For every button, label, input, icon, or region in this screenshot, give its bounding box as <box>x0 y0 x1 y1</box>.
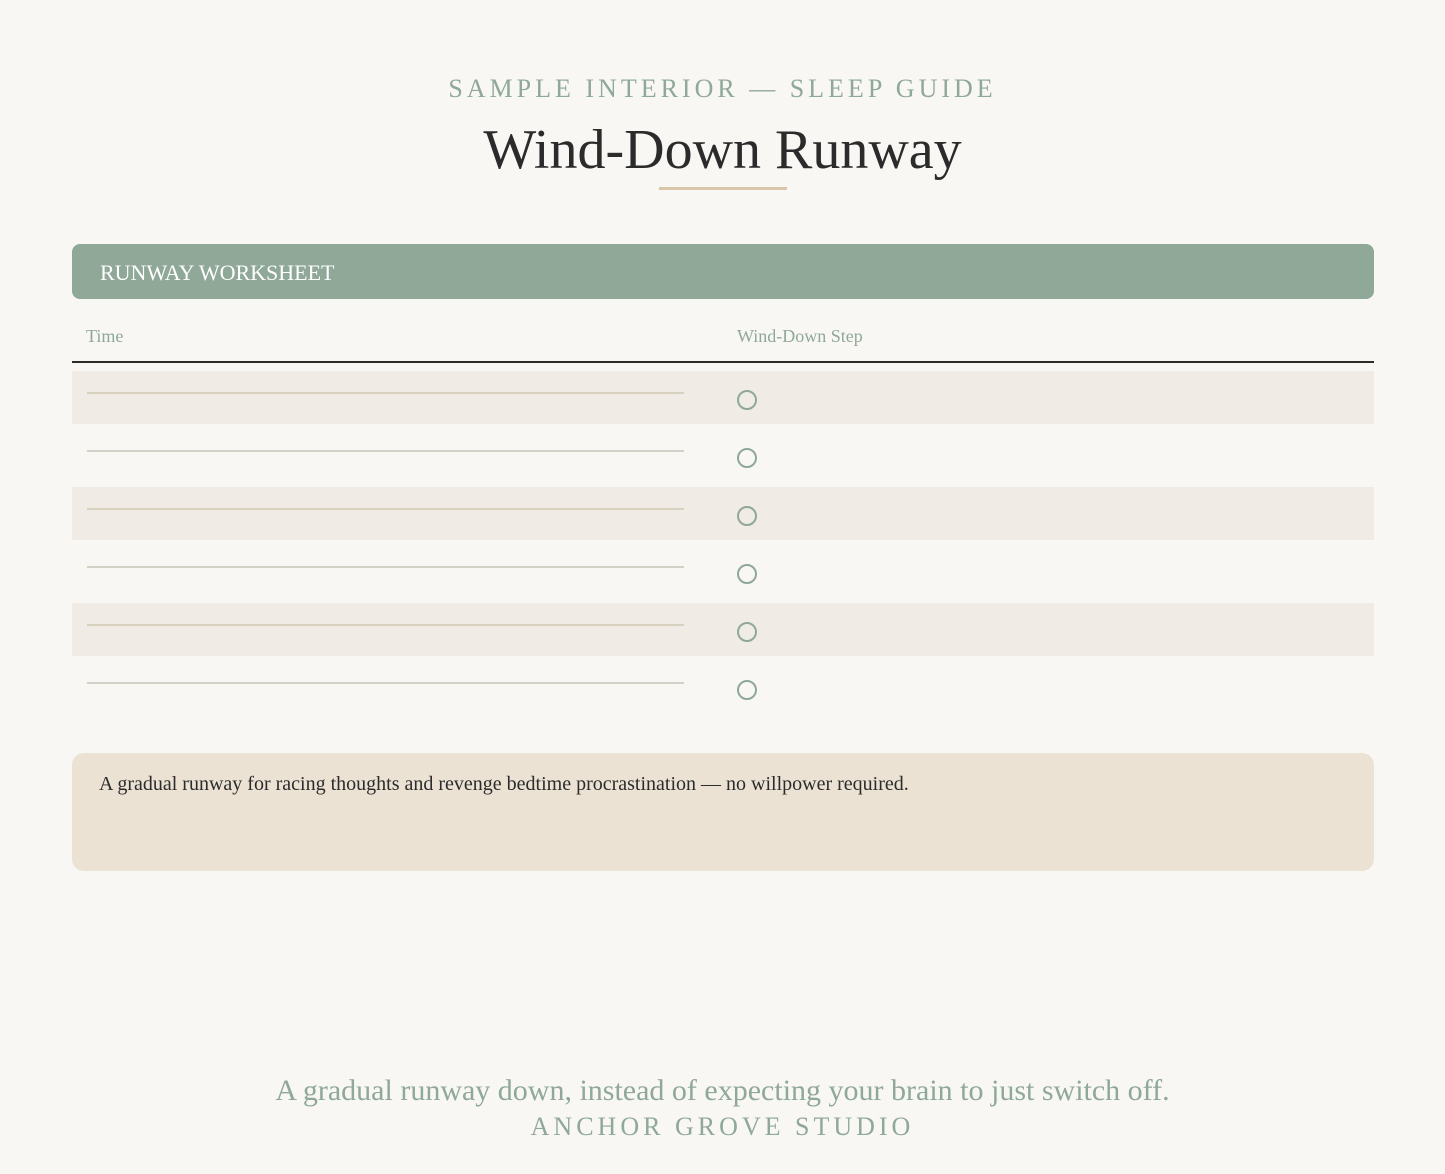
step-checkbox[interactable] <box>737 564 757 584</box>
step-checkbox[interactable] <box>737 506 757 526</box>
worksheet-section-header <box>72 244 1374 299</box>
step-checkbox[interactable] <box>737 622 757 642</box>
step-checkbox[interactable] <box>737 448 757 468</box>
time-entry-line[interactable] <box>87 392 684 394</box>
worksheet-row <box>72 429 1374 482</box>
time-entry-line[interactable] <box>87 682 684 684</box>
time-entry-line[interactable] <box>87 566 684 568</box>
time-entry-line[interactable] <box>87 624 684 626</box>
header-divider <box>72 361 1374 363</box>
note-box <box>72 753 1374 871</box>
worksheet-row <box>72 603 1374 656</box>
worksheet-section-label: RUNWAY WORKSHEET <box>100 260 335 285</box>
column-header-time: Time <box>86 326 124 346</box>
footer-tagline: A gradual runway down, instead of expecting your brain to just switch off. <box>275 1074 1170 1107</box>
column-header-step: Wind-Down Step <box>737 326 863 346</box>
note-text: A gradual runway for racing thoughts and revenge bedtime procrastination — no willpower required. <box>99 773 909 795</box>
worksheet-row <box>72 545 1374 598</box>
step-checkbox[interactable] <box>737 390 757 410</box>
time-entry-line[interactable] <box>87 450 684 452</box>
time-entry-line[interactable] <box>87 508 684 510</box>
footer-studio-name: ANCHOR GROVE STUDIO <box>530 1112 915 1141</box>
worksheet-rows <box>72 371 1374 719</box>
step-checkbox[interactable] <box>737 680 757 700</box>
page-title: Wind-Down Runway <box>483 119 962 181</box>
title-divider <box>659 187 787 190</box>
worksheet-row <box>72 661 1374 714</box>
worksheet-row <box>72 371 1374 424</box>
worksheet-row <box>72 487 1374 540</box>
page-eyebrow: SAMPLE INTERIOR — SLEEP GUIDE <box>448 74 997 103</box>
